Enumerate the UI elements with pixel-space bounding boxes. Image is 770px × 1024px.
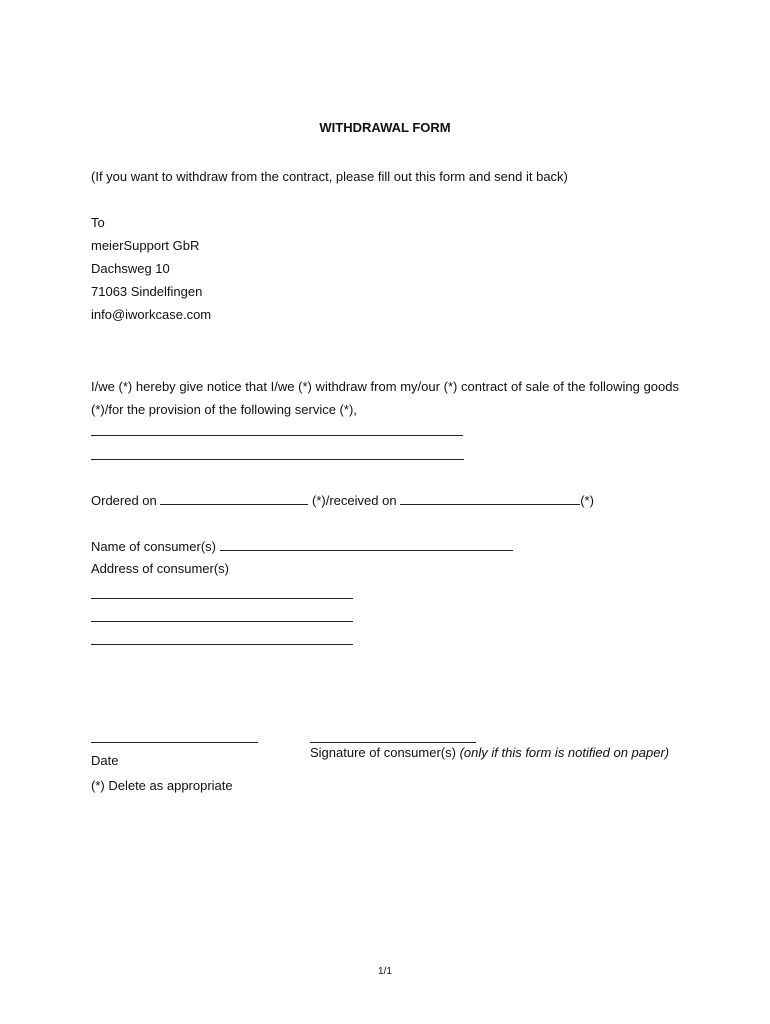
recipient-street: Dachsweg 10: [91, 261, 170, 276]
consumer-name-label: Name of consumer(s): [91, 539, 216, 554]
intro-text: (If you want to withdraw from the contract, please fill out this form and send it back): [91, 169, 568, 184]
recipient-email: info@iworkcase.com: [91, 307, 212, 322]
goods-line-2[interactable]: [91, 459, 464, 460]
signature-label-block: [310, 745, 670, 761]
consumer-address-label: Address of consumer(s): [91, 561, 229, 576]
consumer-name-field[interactable]: [220, 538, 513, 551]
ordered-on-label: Ordered on: [91, 493, 157, 508]
signature-line[interactable]: [310, 742, 476, 743]
received-on-field[interactable]: [400, 492, 580, 505]
recipient-to-label: To: [91, 215, 105, 230]
form-title: WITHDRAWAL FORM: [319, 120, 451, 135]
signature-note: (only if this form is notified on paper): [459, 745, 670, 760]
consumer-name-row: [91, 538, 513, 554]
address-line-3[interactable]: [91, 644, 353, 645]
address-line-1[interactable]: [91, 598, 353, 599]
date-label: Date: [91, 753, 119, 768]
address-line-2[interactable]: [91, 621, 353, 622]
order-dates-row: [91, 492, 594, 508]
received-on-suffix: (*): [580, 493, 594, 508]
goods-line-1[interactable]: [91, 435, 463, 436]
page-number: 1/1: [378, 966, 392, 977]
footnote: (*) Delete as appropriate: [91, 778, 233, 793]
ordered-on-field[interactable]: [160, 492, 308, 505]
withdrawal-notice: I/we (*) hereby give notice that I/we (*) withdraw from my/our (*) contract of sale of the following goods (*)/for the provision of the following service (*),: [91, 379, 679, 417]
date-line[interactable]: [91, 742, 258, 743]
received-on-label: (*)/received on: [312, 493, 397, 508]
signature-label: Signature of consumer(s): [310, 745, 456, 760]
recipient-city: 71063 Sindelfingen: [91, 284, 203, 299]
recipient-company: meierSupport GbR: [91, 238, 200, 253]
